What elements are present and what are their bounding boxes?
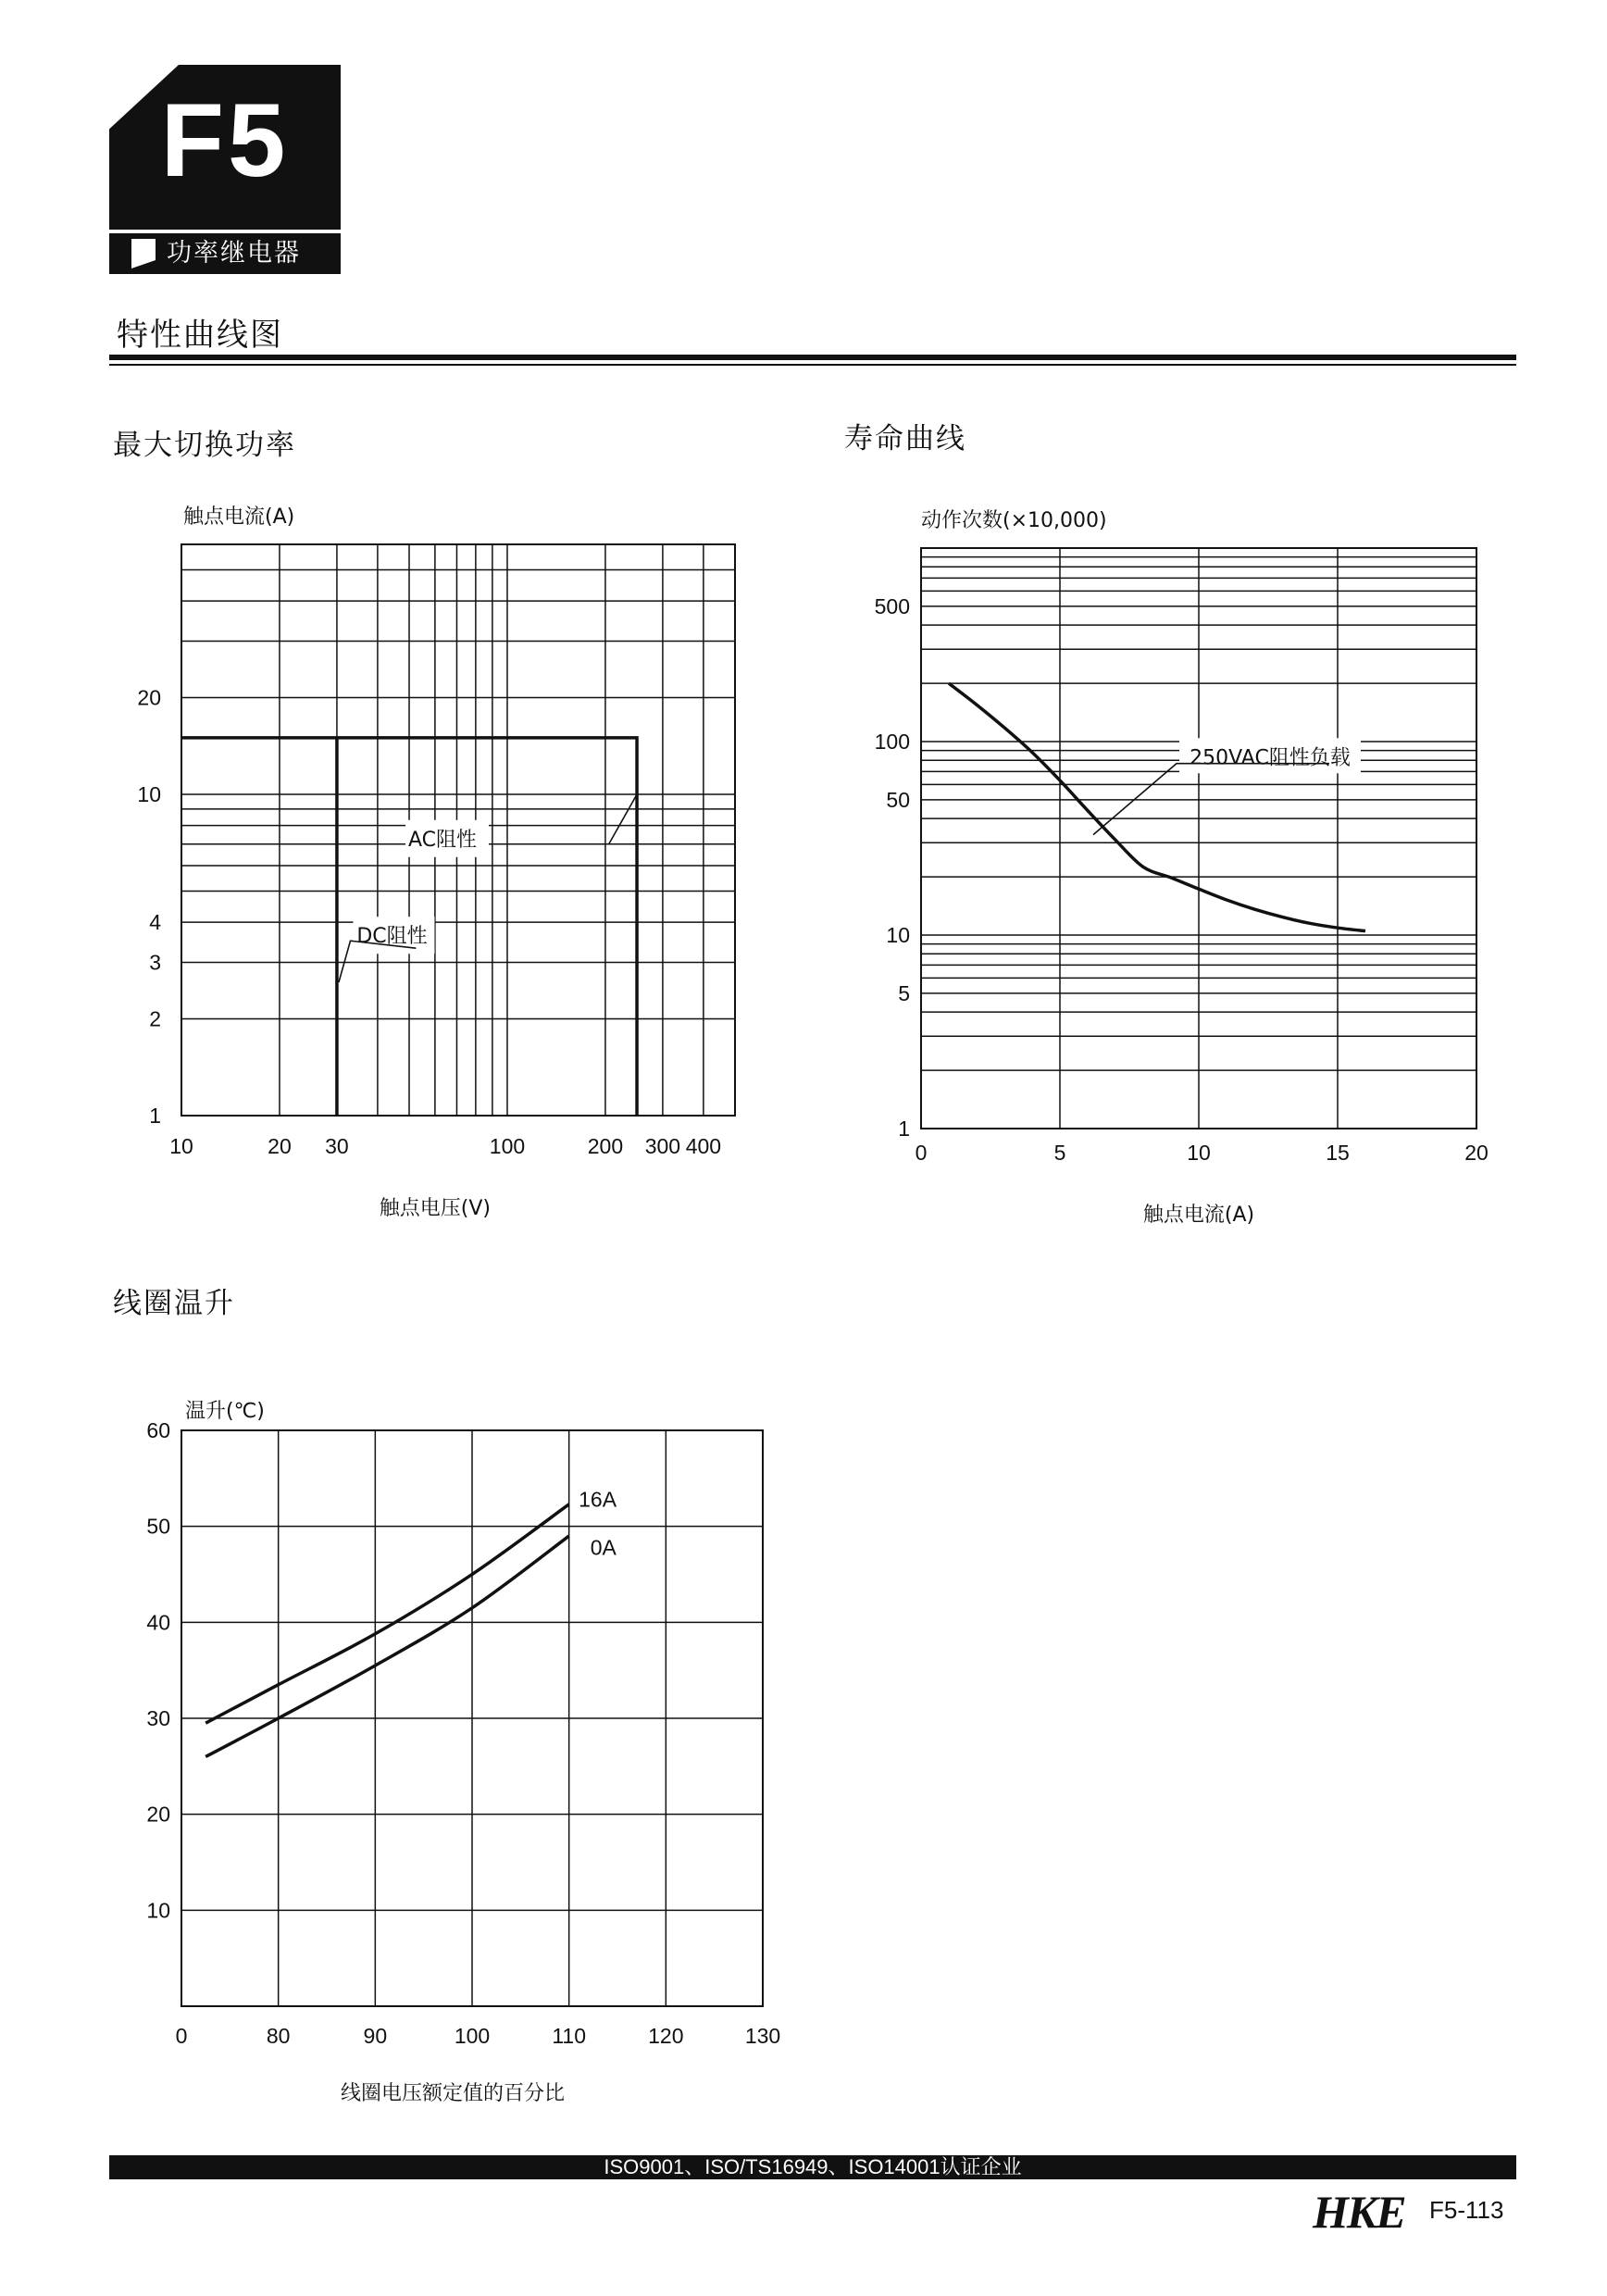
annotation-ac: AC阻性 <box>408 828 478 852</box>
x-tick-label: 5 <box>1053 1141 1066 1165</box>
series-label-16a: 16A <box>579 1487 617 1512</box>
y-tick-label: 10 <box>137 782 161 807</box>
x-axis-label: 触点电压(V) <box>379 1197 492 1220</box>
x-tick-label: 100 <box>489 1134 526 1158</box>
y-tick-label: 10 <box>146 1898 170 1923</box>
x-tick-label: 10 <box>169 1134 193 1158</box>
x-tick-label: 30 <box>325 1134 349 1158</box>
x-tick-label: 20 <box>268 1134 292 1158</box>
x-tick-label: 90 <box>363 2024 388 2048</box>
y-axis-label: 温升(℃) <box>185 1400 265 1423</box>
x-tick-label: 130 <box>744 2024 781 2048</box>
x-tick-label: 100 <box>454 2024 491 2048</box>
series-line <box>949 683 1365 930</box>
x-tick-label: 120 <box>648 2024 684 2048</box>
y-axis-label: 触点电流(A) <box>183 505 295 529</box>
x-axis-label: 触点电流(A) <box>1142 1204 1255 1227</box>
page-number: F5-113 <box>1429 2196 1504 2224</box>
x-axis-label: 线圈电压额定值的百分比 <box>341 2082 566 2105</box>
x-tick-label: 0 <box>915 1141 928 1165</box>
x-tick-label: 110 <box>552 2024 587 2048</box>
y-tick-label: 10 <box>886 923 910 947</box>
chart-title-max-power: 最大切换功率 <box>113 429 296 462</box>
series-line <box>206 1536 569 1756</box>
y-tick-label: 3 <box>149 950 161 975</box>
y-tick-label: 20 <box>137 685 161 710</box>
series-line <box>206 1504 569 1723</box>
y-tick-label: 50 <box>886 787 910 812</box>
y-axis-label: 动作次数(×10,000) <box>921 509 1107 532</box>
y-tick-label: 40 <box>146 1610 170 1635</box>
x-tick-label: 15 <box>1326 1141 1350 1165</box>
x-tick-label: 0 <box>175 2024 188 2048</box>
x-tick-label: 80 <box>266 2024 291 2048</box>
certification-bar: ISO9001、ISO/TS16949、ISO14001认证企业 <box>109 2155 1516 2179</box>
series-code: F5 <box>160 82 290 198</box>
x-tick-label: 200 <box>587 1134 624 1158</box>
annotation-leader <box>582 794 637 844</box>
y-tick-label: 50 <box>146 1514 170 1539</box>
x-tick-label: 10 <box>1187 1141 1211 1165</box>
y-tick-label: 100 <box>874 730 910 754</box>
annotation-dc: DC阻性 <box>356 925 428 949</box>
y-tick-label: 500 <box>874 593 910 618</box>
y-tick-label: 2 <box>149 1006 161 1031</box>
y-tick-label: 1 <box>149 1104 161 1128</box>
series-name: 功率继电器 <box>167 239 301 268</box>
y-tick-label: 1 <box>898 1117 910 1141</box>
x-tick-label: 400 <box>685 1134 722 1158</box>
y-tick-label: 20 <box>146 1802 170 1827</box>
y-tick-label: 60 <box>146 1418 170 1442</box>
x-tick-label: 20 <box>1464 1141 1489 1165</box>
y-tick-label: 30 <box>146 1706 170 1730</box>
y-tick-label: 5 <box>898 980 910 1005</box>
brand-logo: HKE <box>1313 2186 1405 2238</box>
series-label-0a: 0A <box>590 1535 617 1560</box>
section-title: 特性曲线图 <box>117 317 283 354</box>
y-tick-label: 4 <box>149 910 161 935</box>
chart-title-life: 寿命曲线 <box>844 422 966 455</box>
annotation-life: 250VAC阻性负载 <box>1190 746 1351 770</box>
chart-title-temp-rise: 线圈温升 <box>113 1287 235 1320</box>
x-tick-label: 300 <box>644 1134 681 1158</box>
